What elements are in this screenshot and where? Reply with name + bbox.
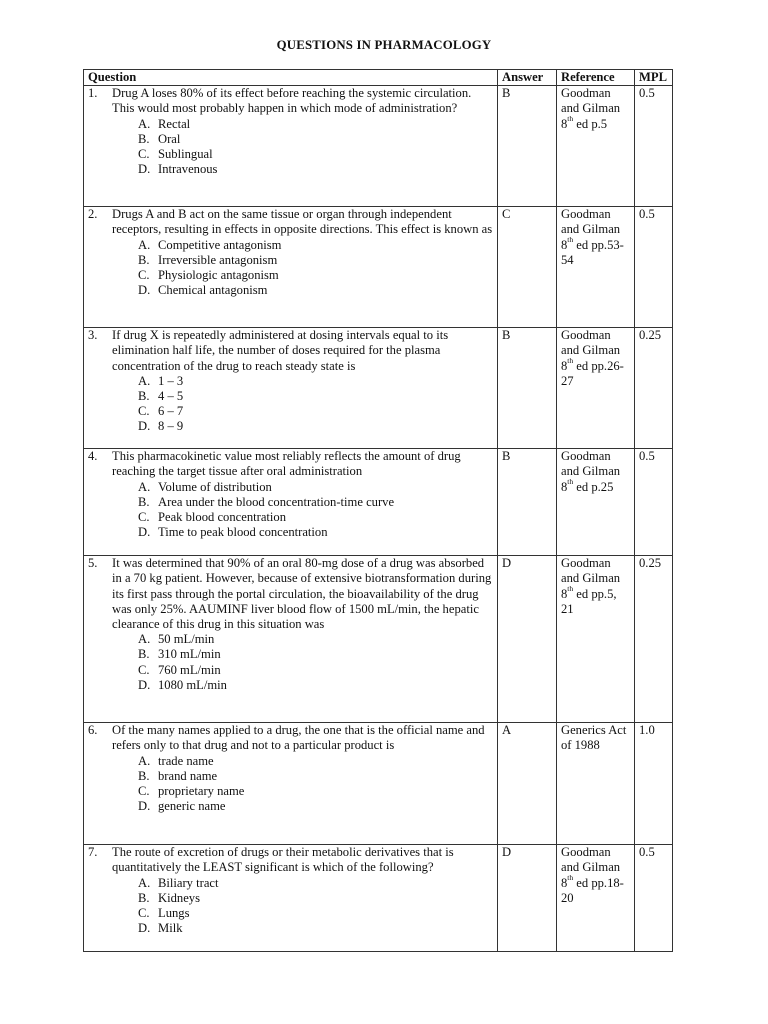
question-stem: The route of excretion of drugs or their metabolic derivatives that is quantitatively the LEAST significant is which of the following? (112, 845, 454, 875)
reference-cell: Goodman and Gilman 8th ed pp.26-27 (557, 328, 635, 449)
option-item (138, 769, 493, 784)
option-letter: D. (138, 419, 151, 434)
option-text: Rectal (158, 116, 191, 131)
header-mpl: MPL (635, 70, 673, 86)
option-letter: C. (138, 268, 150, 283)
question-stem: Drug A loses 80% of its effect before reaching the systemic circulation. This would most probably happen in which mode of administration? (112, 86, 472, 116)
option-text: 50 mL/min (158, 632, 215, 647)
question-line (88, 556, 493, 632)
option-letter: B. (138, 252, 150, 267)
header-question: Question (84, 70, 498, 86)
mpl-cell: 0.5 (635, 207, 673, 328)
answer-cell: B (498, 449, 557, 556)
option-letter: B. (138, 647, 150, 662)
option-text: Time to peak blood concentration (158, 525, 328, 540)
question-number: 4. (88, 449, 98, 464)
answer-cell: D (498, 556, 557, 723)
option-item (138, 784, 493, 799)
table-row (84, 556, 673, 723)
question-number: 3. (88, 328, 98, 343)
question-cell (84, 556, 498, 723)
question-stem: This pharmacokinetic value most reliably reflects the amount of drug reaching the target tissue after oral administration (112, 449, 461, 479)
question-number: 7. (88, 845, 98, 860)
question-line (88, 86, 493, 116)
option-item (138, 404, 493, 419)
option-letter: A. (138, 116, 151, 131)
option-item (138, 268, 493, 283)
option-text: Oral (158, 131, 181, 146)
question-line (88, 845, 493, 875)
question-number: 2. (88, 207, 98, 222)
option-letter: D. (138, 162, 151, 177)
option-text: Competitive antagonism (158, 237, 282, 252)
option-letter: A. (138, 753, 151, 768)
option-list (88, 876, 493, 937)
option-list (88, 480, 493, 541)
reference-superscript: th (567, 584, 574, 594)
option-text: Chemical antagonism (158, 283, 268, 298)
reference-cell: Goodman and Gilman 8th ed p.5 (557, 86, 635, 207)
question-cell (84, 845, 498, 952)
answer-cell: D (498, 845, 557, 952)
option-text: 1080 mL/min (158, 677, 227, 692)
reference-superscript: th (567, 235, 574, 245)
question-line (88, 723, 493, 753)
option-item (138, 238, 493, 253)
option-item (138, 921, 493, 936)
option-item (138, 283, 493, 298)
option-item (138, 419, 493, 434)
header-reference: Reference (557, 70, 635, 86)
question-cell (84, 449, 498, 556)
question-cell (84, 86, 498, 207)
option-letter: B. (138, 890, 150, 905)
option-letter: D. (138, 283, 151, 298)
option-text: brand name (158, 768, 218, 783)
option-letter: A. (138, 373, 151, 388)
option-item (138, 678, 493, 693)
option-item (138, 147, 493, 162)
table-row (84, 845, 673, 952)
option-list (88, 374, 493, 435)
answer-cell: A (498, 723, 557, 845)
reference-superscript: th (567, 114, 574, 124)
reference-superscript: th (567, 477, 574, 487)
table-row (84, 723, 673, 845)
option-letter: B. (138, 389, 150, 404)
option-item (138, 253, 493, 268)
option-text: Kidneys (158, 890, 200, 905)
option-item (138, 906, 493, 921)
option-item (138, 510, 493, 525)
question-line (88, 207, 493, 237)
option-text: Area under the blood concentration-time curve (158, 494, 395, 509)
option-text: Milk (158, 921, 183, 936)
option-item (138, 632, 493, 647)
option-text: Physiologic antagonism (158, 268, 279, 283)
option-list (88, 754, 493, 815)
option-text: Volume of distribution (158, 479, 272, 494)
option-item (138, 799, 493, 814)
option-list (88, 238, 493, 299)
question-cell (84, 328, 498, 449)
option-item (138, 389, 493, 404)
header-answer: Answer (498, 70, 557, 86)
reference-superscript: th (567, 873, 574, 883)
option-list (88, 632, 493, 693)
option-item (138, 891, 493, 906)
option-item (138, 132, 493, 147)
page-title: QUESTIONS IN PHARMACOLOGY (276, 38, 492, 52)
option-letter: C. (138, 510, 150, 525)
answer-cell: C (498, 207, 557, 328)
question-cell (84, 723, 498, 845)
option-letter: A. (138, 632, 151, 647)
option-item (138, 754, 493, 769)
option-text: Biliary tract (158, 875, 219, 890)
option-letter: C. (138, 784, 150, 799)
reference-cell: Goodman and Gilman 8th ed pp.53-54 (557, 207, 635, 328)
reference-superscript: th (567, 356, 574, 366)
option-text: Sublingual (158, 147, 213, 162)
table-row (84, 86, 673, 207)
reference-cell: Goodman and Gilman 8th ed pp.5, 21 (557, 556, 635, 723)
question-line (88, 449, 493, 479)
option-item (138, 162, 493, 177)
question-number: 5. (88, 556, 98, 571)
table-header-row (84, 70, 673, 86)
option-item (138, 647, 493, 662)
option-letter: C. (138, 404, 150, 419)
option-text: 1 – 3 (158, 373, 184, 388)
option-letter: D. (138, 677, 151, 692)
option-letter: B. (138, 768, 150, 783)
option-letter: D. (138, 921, 151, 936)
option-letter: C. (138, 147, 150, 162)
option-item (138, 117, 493, 132)
table-row (84, 328, 673, 449)
option-letter: D. (138, 799, 151, 814)
reference-cell: Generics Act of 1988 (557, 723, 635, 845)
mpl-cell: 0.5 (635, 86, 673, 207)
question-number: 1. (88, 86, 98, 101)
question-cell (84, 207, 498, 328)
reference-cell: Goodman and Gilman 8th ed p.25 (557, 449, 635, 556)
mpl-cell: 0.5 (635, 449, 673, 556)
question-line (88, 328, 493, 374)
option-letter: A. (138, 479, 151, 494)
option-letter: C. (138, 906, 150, 921)
option-text: trade name (158, 753, 214, 768)
mpl-cell: 0.25 (635, 328, 673, 449)
answer-cell: B (498, 328, 557, 449)
option-item (138, 374, 493, 389)
table-row (84, 449, 673, 556)
option-list (88, 117, 493, 178)
option-text: Intravenous (158, 162, 218, 177)
question-stem: Drugs A and B act on the same tissue or organ through independent receptors, resulting in effects in opposite directions. This effect is known as (112, 207, 493, 237)
option-text: 8 – 9 (158, 419, 184, 434)
questions-table (83, 69, 673, 952)
option-letter: C. (138, 662, 150, 677)
option-item (138, 663, 493, 678)
option-item (138, 495, 493, 510)
option-text: 6 – 7 (158, 404, 184, 419)
option-letter: D. (138, 525, 151, 540)
question-stem: If drug X is repeatedly administered at dosing intervals equal to its elimination half life, the number of doses required for the plasma concentration of the drug to reach steady state is (112, 328, 449, 373)
option-letter: A. (138, 237, 151, 252)
table-row (84, 207, 673, 328)
option-text: generic name (158, 799, 226, 814)
option-item (138, 480, 493, 495)
mpl-cell: 0.25 (635, 556, 673, 723)
option-letter: A. (138, 875, 151, 890)
mpl-cell: 0.5 (635, 845, 673, 952)
option-text: 760 mL/min (158, 662, 221, 677)
option-text: 310 mL/min (158, 647, 221, 662)
option-text: 4 – 5 (158, 389, 184, 404)
reference-cell: Goodman and Gilman 8th ed pp.18-20 (557, 845, 635, 952)
question-stem: It was determined that 90% of an oral 80-mg dose of a drug was absorbed in a 70 kg patient. However, because of extensive biotransformation during its first pass through the portal circulation, the bioavailability of the drug was only 25%. AAUMINF liver blood flow of 1500 mL/min, the hepatic clearance of this drug in this situation was (112, 556, 492, 632)
option-text: proprietary name (158, 784, 245, 799)
option-letter: B. (138, 494, 150, 509)
option-text: Peak blood concentration (158, 510, 286, 525)
question-number: 6. (88, 723, 98, 738)
option-item (138, 525, 493, 540)
option-text: Lungs (158, 906, 190, 921)
option-letter: B. (138, 131, 150, 146)
question-stem: Of the many names applied to a drug, the one that is the official name and refers only to that drug and not to a particular product is (112, 723, 485, 753)
answer-cell: B (498, 86, 557, 207)
option-text: Irreversible antagonism (158, 252, 278, 267)
mpl-cell: 1.0 (635, 723, 673, 845)
option-item (138, 876, 493, 891)
